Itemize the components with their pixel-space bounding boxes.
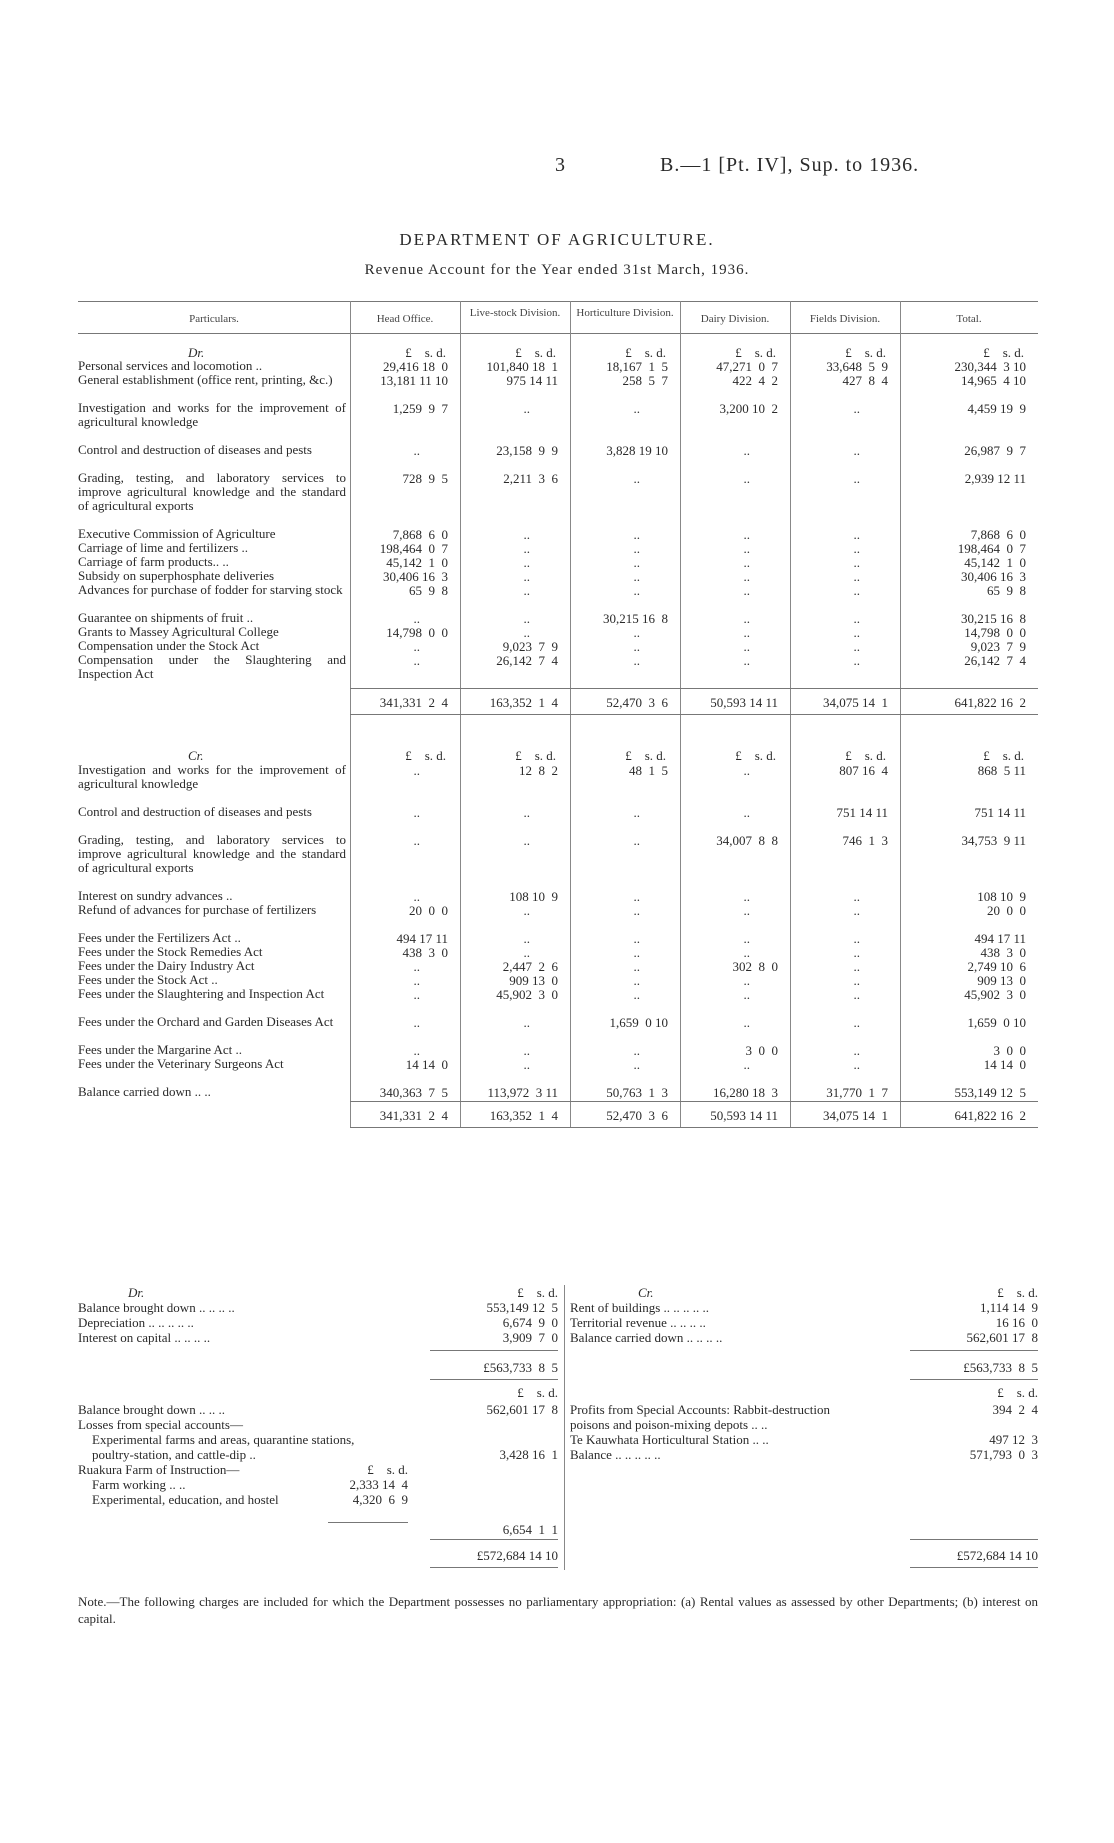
dr-row-amount: 7,868 6 0 (970, 527, 1026, 542)
cr-row-particulars: Fees under the Dairy Industry Act (78, 958, 255, 973)
dr-row-empty: .. (853, 401, 860, 416)
cr-row-empty: .. (743, 1015, 750, 1030)
column-header: Fields Division. (809, 313, 881, 325)
dr-row-amount: 3,200 10 2 (719, 401, 778, 416)
summary2-right-label: Profits from Special Accounts: Rabbit-destruction poisons and poison-mixing depots .. .. (570, 1402, 830, 1432)
dr-column-total: 50,593 14 11 (710, 695, 778, 710)
dr-total-rule-bottom (350, 714, 1038, 715)
page-number: 3 (555, 154, 566, 176)
summary1-left-amount: 6,674 9 0 (502, 1315, 558, 1330)
cr-row-empty: .. (743, 763, 750, 778)
dr-row-empty: .. (743, 569, 750, 584)
summary1-left-amount: 3,909 7 0 (502, 1330, 558, 1345)
cr-row-empty: .. (853, 945, 860, 960)
dr-row-empty: .. (633, 401, 640, 416)
dr-row-particulars: Personal services and locomotion .. (78, 358, 263, 373)
dr-row-empty: .. (743, 471, 750, 486)
summary1-right-rule (910, 1350, 1038, 1351)
cr-row-amount: 751 14 11 (974, 805, 1026, 820)
dr-row-amount: 728 9 5 (402, 471, 448, 486)
ruakura-rule (328, 1522, 408, 1523)
summary1-left-money-header: £ s. d. (517, 1285, 558, 1300)
dr-row-amount: 258 5 7 (622, 373, 668, 388)
cr-row-amount: 14 14 0 (405, 1057, 448, 1072)
column-header: Total. (956, 313, 982, 325)
column-header: Horticulture Division. (576, 307, 674, 319)
farm-working-amount: 2,333 14 4 (349, 1477, 408, 1492)
column-header: Live-stock Division. (469, 307, 561, 319)
dr-row-amount: 65 9 8 (409, 583, 448, 598)
cr-row-amount: 302 8 0 (732, 959, 778, 974)
dr-row-amount: 9,023 7 9 (970, 639, 1026, 654)
dr-row-amount: 2,211 3 6 (503, 471, 558, 486)
cr-row-amount: 45,902 3 0 (964, 987, 1026, 1002)
cr-row-empty: .. (523, 833, 530, 848)
footnote: Note.—The following charges are included for which the Department possesses no parliamentary appropriation: (a) Rental values as assessed by other Departments; (b) interest on capital. (78, 1594, 1038, 1626)
cr-row-amount: 3 0 0 (993, 1043, 1026, 1058)
dr-row-empty: .. (633, 625, 640, 640)
cr-row-empty: .. (633, 1057, 640, 1072)
cr-row-amount: 14 14 0 (983, 1057, 1026, 1072)
dr-row-empty: .. (743, 443, 750, 458)
dr-row-particulars: Subsidy on superphosphate deliveries (78, 568, 275, 583)
ruakura-label: Ruakura Farm of Instruction— (78, 1462, 240, 1477)
summary2-left-rule-bottom (430, 1567, 558, 1568)
dr-row-empty: .. (853, 471, 860, 486)
dr-row-amount: 14,965 4 10 (961, 373, 1026, 388)
cr-column-total: 163,352 1 4 (489, 1108, 558, 1123)
dr-row-amount: 1,259 9 7 (392, 401, 448, 416)
dr-row-empty: .. (743, 653, 750, 668)
cr-row-empty: .. (633, 945, 640, 960)
summary1-right-amount: 16 16 0 (995, 1315, 1038, 1330)
cr-row-particulars: Fees under the Stock Remedies Act (78, 944, 263, 959)
cr-row-empty: .. (853, 973, 860, 988)
column-header: Dairy Division. (700, 313, 770, 325)
cr-total-rule-top (350, 1101, 1038, 1102)
cr-row-particulars: Refund of advances for purchase of fertilizers (78, 902, 317, 917)
cr-row-empty: .. (853, 889, 860, 904)
dr-row-empty: .. (523, 625, 530, 640)
dr-row-amount: 26,142 7 4 (496, 653, 558, 668)
dr-row-amount: 975 14 11 (506, 373, 558, 388)
dr-row-empty: .. (523, 555, 530, 570)
dr-row-particulars: Grading, testing, and laboratory services to improve agricultural knowledge and the standard of agricultural exports (78, 470, 346, 513)
summary1-left-rule (430, 1350, 558, 1351)
dr-row-amount: 2,939 12 11 (964, 471, 1026, 486)
cr-row-particulars: Fees under the Fertilizers Act .. (78, 930, 241, 945)
money-column-header: £ s. d. (515, 748, 556, 763)
summary-divider (564, 1285, 565, 1570)
dr-row-empty: .. (633, 555, 640, 570)
cr-row-amount: 34,007 8 8 (716, 833, 778, 848)
cr-total-rule-bottom (350, 1127, 1038, 1128)
money-column-header: £ s. d. (625, 748, 666, 763)
cr-row-amount: 12 8 2 (519, 763, 558, 778)
cr-row-amount: 108 10 9 (977, 889, 1026, 904)
summary2-right-amount: 571,793 0 3 (969, 1447, 1038, 1462)
cr-row-empty: .. (633, 833, 640, 848)
summary1-right-money-header: £ s. d. (997, 1285, 1038, 1300)
dr-row-empty: .. (413, 443, 420, 458)
summary2-left-money-header: £ s. d. (517, 1385, 558, 1400)
cr-row-empty: .. (743, 889, 750, 904)
dr-row-empty: .. (853, 625, 860, 640)
dr-row-amount: 14,798 0 0 (964, 625, 1026, 640)
dr-row-amount: 30,215 16 8 (961, 611, 1026, 626)
dr-row-empty: .. (743, 611, 750, 626)
summary1-right-total: £563,733 8 5 (963, 1360, 1038, 1375)
dr-row-empty: .. (633, 569, 640, 584)
cr-row-empty: .. (413, 763, 420, 778)
money-column-header: £ s. d. (405, 345, 446, 360)
cr-row-empty: .. (413, 833, 420, 848)
cr-row-amount: 20 0 0 (987, 903, 1026, 918)
losses-label: Losses from special accounts— (78, 1417, 243, 1432)
money-column-header: £ s. d. (983, 345, 1024, 360)
dr-row-empty: .. (743, 639, 750, 654)
dr-row-particulars: General establishment (office rent, printing, &c.) (78, 372, 333, 387)
dr-row-particulars: Grants to Massey Agricultural College (78, 624, 279, 639)
dr-row-particulars: Advances for purchase of fodder for starving stock (78, 582, 343, 597)
summary2-right-money-header: £ s. d. (997, 1385, 1038, 1400)
cr-row-amount: 108 10 9 (509, 889, 558, 904)
dr-row-empty: .. (853, 541, 860, 556)
cr-row-empty: .. (853, 1043, 860, 1058)
cr-row-empty: .. (633, 903, 640, 918)
farm-working-label: Farm working .. .. (92, 1477, 186, 1492)
dr-row-amount: 3,828 19 10 (606, 443, 668, 458)
cr-row-amount: 45,902 3 0 (496, 987, 558, 1002)
dr-row-amount: 9,023 7 9 (502, 639, 558, 654)
dr-row-amount: 26,142 7 4 (964, 653, 1026, 668)
dr-row-amount: 198,464 0 7 (957, 541, 1026, 556)
money-column-header: £ s. d. (983, 748, 1024, 763)
dr-row-particulars: Investigation and works for the improvement of agricultural knowledge (78, 400, 346, 429)
summary2-right-label: Te Kauwhata Horticultural Station .. .. (570, 1432, 769, 1447)
cr-row-empty: .. (853, 987, 860, 1002)
dr-row-amount: 427 8 4 (842, 373, 888, 388)
cr-row-empty: .. (743, 805, 750, 820)
table-top-rule (78, 301, 1038, 302)
dr-column-total: 52,470 3 6 (606, 695, 668, 710)
cr-row-amount: 909 13 0 (509, 973, 558, 988)
dr-row-amount: 65 9 8 (987, 583, 1026, 598)
cr-column-total: 52,470 3 6 (606, 1108, 668, 1123)
dr-row-particulars: Executive Commission of Agriculture (78, 526, 276, 541)
summary1-right-amount: 562,601 17 8 (966, 1330, 1038, 1345)
dr-row-amount: 29,416 18 0 (383, 359, 448, 374)
dr-label: Dr. (188, 345, 205, 360)
summary1-left-label: Interest on capital .. .. .. .. (78, 1330, 211, 1345)
dr-row-amount: 422 4 2 (732, 373, 778, 388)
cr-row-amount: 16,280 18 3 (713, 1085, 778, 1100)
experimental-edu-label: Experimental, education, and hostel (92, 1492, 279, 1507)
dr-row-amount: 18,167 1 5 (606, 359, 668, 374)
money-column-header: £ s. d. (405, 748, 446, 763)
summary1-left-total: £563,733 8 5 (483, 1360, 558, 1375)
dr-column-total: 641,822 16 2 (954, 695, 1026, 710)
summary1-cr-label: Cr. (638, 1285, 654, 1300)
cr-row-amount: 494 17 11 (396, 931, 448, 946)
dr-row-empty: .. (633, 639, 640, 654)
dr-row-empty: .. (743, 583, 750, 598)
dr-row-empty: .. (853, 443, 860, 458)
cr-row-amount: 34,753 9 11 (961, 833, 1026, 848)
money-column-header: £ s. d. (845, 748, 886, 763)
cr-row-empty: .. (633, 931, 640, 946)
cr-row-particulars: Interest on sundry advances .. (78, 888, 233, 903)
summary2-balance-label: Balance brought down .. .. .. (78, 1402, 225, 1417)
table-header-rule (78, 333, 1038, 334)
dr-row-empty: .. (633, 653, 640, 668)
cr-row-particulars: Fees under the Slaughtering and Inspection Act (78, 986, 325, 1001)
cr-row-empty: .. (853, 1057, 860, 1072)
cr-row-empty: .. (633, 889, 640, 904)
document-title: DEPARTMENT OF AGRICULTURE. (399, 230, 715, 249)
dr-row-empty: .. (633, 471, 640, 486)
dr-row-empty: .. (523, 541, 530, 556)
cr-row-amount: 807 16 4 (839, 763, 888, 778)
summary1-right-label: Territorial revenue .. .. .. .. (570, 1315, 706, 1330)
cr-row-empty: .. (743, 973, 750, 988)
dr-row-empty: .. (743, 527, 750, 542)
dr-row-empty: .. (523, 569, 530, 584)
summary1-right-label: Rent of buildings .. .. .. .. .. (570, 1300, 710, 1315)
dr-row-amount: 23,158 9 9 (496, 443, 558, 458)
summary2-left-rule (430, 1539, 558, 1540)
cr-row-amount: 868 5 11 (977, 763, 1026, 778)
cr-column-total: 641,822 16 2 (954, 1108, 1026, 1123)
dr-row-empty: .. (413, 639, 420, 654)
dr-row-amount: 14,798 0 0 (386, 625, 448, 640)
cr-row-empty: .. (413, 987, 420, 1002)
dr-row-empty: .. (853, 569, 860, 584)
cr-row-amount: 48 1 5 (629, 763, 668, 778)
cr-row-amount: 438 3 0 (980, 945, 1026, 960)
dr-row-amount: 101,840 18 1 (486, 359, 558, 374)
ruakura-money-header: £ s. d. (367, 1462, 408, 1477)
dr-row-particulars: Carriage of lime and fertilizers .. (78, 540, 249, 555)
summary2-right-rule (910, 1539, 1038, 1540)
cr-row-amount: 2,749 10 6 (967, 959, 1026, 974)
summary1-left-amount: 553,149 12 5 (486, 1300, 558, 1315)
dr-column-total: 341,331 2 4 (379, 695, 448, 710)
money-column-header: £ s. d. (735, 748, 776, 763)
dr-row-amount: 45,142 1 0 (386, 555, 448, 570)
cr-row-amount: 340,363 7 5 (379, 1085, 448, 1100)
cr-row-empty: .. (523, 1057, 530, 1072)
document-subtitle: Revenue Account for the Year ended 31st March, 1936. (364, 262, 750, 278)
column-header: Head Office. (376, 313, 434, 325)
dr-row-empty: .. (743, 541, 750, 556)
dr-row-empty: .. (633, 583, 640, 598)
dr-row-empty: .. (853, 611, 860, 626)
dr-row-amount: 45,142 1 0 (964, 555, 1026, 570)
page-reference: B.—1 [Pt. IV], Sup. to 1936. (660, 154, 920, 176)
dr-row-empty: .. (633, 541, 640, 556)
cr-row-amount: 746 1 3 (842, 833, 888, 848)
experimental-farms-label: Experimental farms and areas, quarantine stations, poultry-station, and cattle-dip .. (92, 1432, 355, 1462)
cr-row-particulars: Fees under the Margarine Act .. (78, 1042, 243, 1057)
cr-label: Cr. (188, 748, 204, 763)
cr-row-particulars: Balance carried down .. .. (78, 1084, 211, 1099)
dr-row-amount: 47,271 0 7 (716, 359, 778, 374)
dr-row-empty: .. (523, 401, 530, 416)
dr-column-total: 34,075 14 1 (823, 695, 888, 710)
dr-row-empty: .. (413, 653, 420, 668)
cr-row-amount: 20 0 0 (409, 903, 448, 918)
dr-row-empty: .. (413, 611, 420, 626)
summary1-left-label: Depreciation .. .. .. .. .. (78, 1315, 194, 1330)
cr-row-empty: .. (413, 959, 420, 974)
dr-row-empty: .. (523, 527, 530, 542)
cr-row-empty: .. (413, 805, 420, 820)
dr-row-empty: .. (523, 611, 530, 626)
dr-row-empty: .. (743, 555, 750, 570)
cr-row-empty: .. (853, 1015, 860, 1030)
cr-row-empty: .. (743, 903, 750, 918)
cr-row-amount: 3 0 0 (745, 1043, 778, 1058)
dr-row-amount: 4,459 19 9 (967, 401, 1026, 416)
dr-row-empty: .. (853, 527, 860, 542)
cr-row-amount: 31,770 1 7 (826, 1085, 888, 1100)
dr-row-empty: .. (523, 583, 530, 598)
summary1-left-label: Balance brought down .. .. .. .. (78, 1300, 235, 1315)
cr-row-empty: .. (633, 1043, 640, 1058)
cr-row-particulars: Grading, testing, and laboratory services to improve agricultural knowledge and the standard of agricultural exports (78, 832, 346, 875)
cr-row-empty: .. (633, 805, 640, 820)
cr-row-empty: .. (853, 959, 860, 974)
dr-row-amount: 30,406 16 3 (961, 569, 1026, 584)
summary1-dr-label: Dr. (128, 1285, 145, 1300)
cr-row-empty: .. (523, 1015, 530, 1030)
cr-row-amount: 494 17 11 (974, 931, 1026, 946)
experimental-edu-amount: 4,320 6 9 (352, 1492, 408, 1507)
cr-row-particulars: Fees under the Veterinary Surgeons Act (78, 1056, 284, 1071)
cr-row-empty: .. (743, 945, 750, 960)
money-column-header: £ s. d. (515, 345, 556, 360)
dr-row-particulars: Carriage of farm products.. .. (78, 554, 229, 569)
cr-row-particulars: Fees under the Stock Act .. (78, 972, 218, 987)
summary1-left-rule-bottom (430, 1379, 558, 1380)
dr-total-rule-top (350, 688, 1038, 689)
money-column-header: £ s. d. (625, 345, 666, 360)
cr-row-amount: 50,763 1 3 (606, 1085, 668, 1100)
cr-row-empty: .. (523, 1043, 530, 1058)
dr-row-particulars: Control and destruction of diseases and pests (78, 442, 312, 457)
cr-row-particulars: Investigation and works for the improvement of agricultural knowledge (78, 762, 346, 791)
column-header: Particulars. (189, 313, 239, 325)
cr-row-amount: 1,659 0 10 (967, 1015, 1026, 1030)
dr-row-empty: .. (743, 625, 750, 640)
cr-row-empty: .. (523, 805, 530, 820)
dr-row-amount: 33,648 5 9 (826, 359, 888, 374)
cr-row-empty: .. (743, 1057, 750, 1072)
dr-row-empty: .. (853, 583, 860, 598)
dr-row-particulars: Compensation under the Slaughtering and Inspection Act (78, 652, 346, 681)
cr-row-amount: 438 3 0 (402, 945, 448, 960)
cr-row-empty: .. (413, 973, 420, 988)
dr-row-amount: 30,215 16 8 (603, 611, 668, 626)
cr-row-empty: .. (523, 945, 530, 960)
dr-row-particulars: Guarantee on shipments of fruit .. (78, 610, 254, 625)
dr-row-amount: 198,464 0 7 (379, 541, 448, 556)
dr-row-amount: 13,181 11 10 (380, 373, 448, 388)
cr-row-empty: .. (853, 903, 860, 918)
money-column-header: £ s. d. (845, 345, 886, 360)
dr-row-amount: 30,406 16 3 (383, 569, 448, 584)
summary1-right-label: Balance carried down .. .. .. .. (570, 1330, 723, 1345)
cr-row-empty: .. (413, 1043, 420, 1058)
cr-row-empty: .. (413, 1015, 420, 1030)
dr-row-amount: 7,868 6 0 (392, 527, 448, 542)
ruakura-amount: 6,654 1 1 (502, 1522, 558, 1537)
dr-row-empty: .. (853, 555, 860, 570)
cr-row-amount: 1,659 0 10 (609, 1015, 668, 1030)
dr-row-amount: 230,344 3 10 (954, 359, 1026, 374)
summary2-right-total: £572,684 14 10 (956, 1548, 1038, 1563)
cr-row-amount: 751 14 11 (836, 805, 888, 820)
summary1-right-rule-bottom (910, 1379, 1038, 1380)
cr-row-empty: .. (743, 987, 750, 1002)
summary2-right-label: Balance .. .. .. .. .. (570, 1447, 661, 1462)
summary2-right-rule-bottom (910, 1567, 1038, 1568)
summary1-right-amount: 1,114 14 9 (979, 1300, 1038, 1315)
summary2-right-amount: 394 2 4 (992, 1402, 1038, 1417)
cr-column-total: 34,075 14 1 (823, 1108, 888, 1123)
cr-row-particulars: Control and destruction of diseases and pests (78, 804, 312, 819)
cr-row-empty: .. (633, 987, 640, 1002)
dr-row-empty: .. (853, 639, 860, 654)
cr-row-particulars: Fees under the Orchard and Garden Diseases Act (78, 1014, 334, 1029)
cr-row-amount: 113,972 3 11 (487, 1085, 558, 1100)
cr-row-amount: 553,149 12 5 (954, 1085, 1026, 1100)
cr-row-amount: 909 13 0 (977, 973, 1026, 988)
cr-row-empty: .. (523, 931, 530, 946)
dr-row-empty: .. (853, 653, 860, 668)
cr-row-amount: 2,447 2 6 (502, 959, 558, 974)
summary2-right-amount: 497 12 3 (989, 1432, 1038, 1447)
cr-column-total: 341,331 2 4 (379, 1108, 448, 1123)
dr-row-amount: 26,987 9 7 (964, 443, 1026, 458)
cr-row-empty: .. (523, 903, 530, 918)
cr-row-empty: .. (853, 931, 860, 946)
dr-column-total: 163,352 1 4 (489, 695, 558, 710)
cr-row-empty: .. (633, 959, 640, 974)
dr-row-particulars: Compensation under the Stock Act (78, 638, 260, 653)
cr-column-total: 50,593 14 11 (710, 1108, 778, 1123)
cr-row-empty: .. (743, 931, 750, 946)
cr-row-empty: .. (413, 889, 420, 904)
cr-row-empty: .. (633, 973, 640, 988)
experimental-farms-amount: 3,428 16 1 (499, 1447, 558, 1462)
dr-row-empty: .. (633, 527, 640, 542)
money-column-header: £ s. d. (735, 345, 776, 360)
summary2-left-total: £572,684 14 10 (476, 1548, 558, 1563)
summary2-balance-amount: 562,601 17 8 (486, 1402, 558, 1417)
